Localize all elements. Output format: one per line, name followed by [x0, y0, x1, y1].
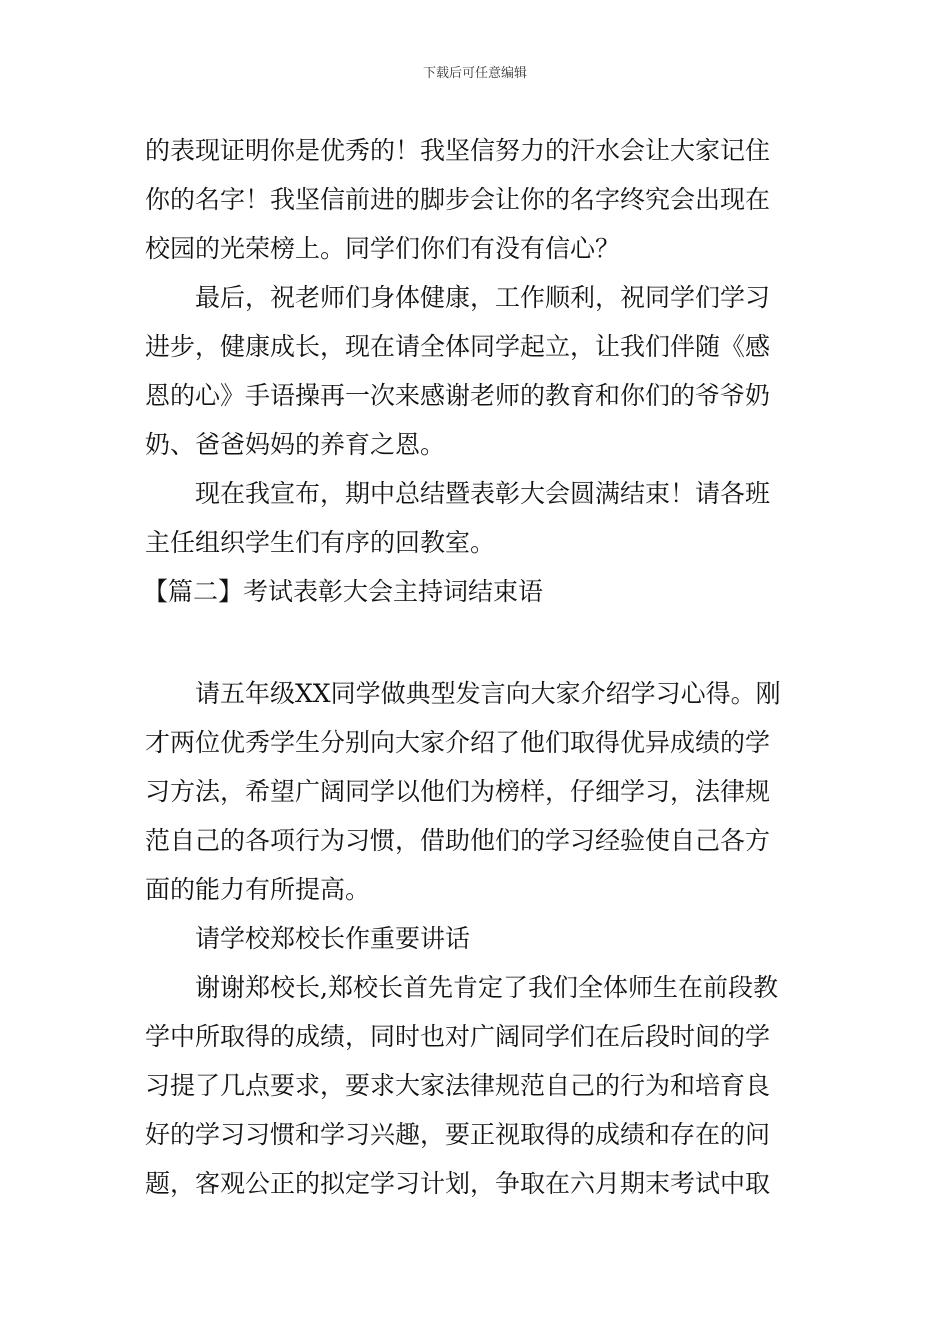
text-line: 面的能力有所提高。: [145, 875, 371, 904]
text-line: 范自己的各项行为习惯，借助他们的学习经验使自己各方: [145, 826, 771, 855]
text-line: 谢谢郑校长,郑校长首先肯定了我们全体师生在前段教: [195, 973, 778, 1002]
text-line: 的表现证明你是优秀的！我坚信努力的汗水会让大家记住: [145, 136, 771, 165]
text-line: 习方法，希望广阔同学以他们为榜样，仔细学习，法律规: [145, 777, 771, 806]
text-line: 学中所取得的成绩，同时也对广阔同学们在后段时间的学: [145, 1022, 771, 1051]
text-line: 题，客观公正的拟定学习计划，争取在六月期末考试中取: [145, 1169, 771, 1198]
text-line: 进步，健康成长，现在请全体同学起立，让我们伴随《感: [145, 332, 771, 361]
section-heading: 【篇二】考试表彰大会主持词结束语: [143, 577, 544, 606]
text-line: 奶、爸爸妈妈的养育之恩。: [145, 430, 446, 459]
text-line: 才两位优秀学生分别向大家介绍了他们取得优异成绩的学: [145, 728, 771, 757]
text-line: 请学校郑校长作重要讲话: [195, 924, 471, 953]
text-line: 恩的心》手语操再一次来感谢老师的教育和你们的爷爷奶: [145, 381, 771, 410]
page-header-note: 下载后可任意编辑: [422, 66, 527, 81]
blank-space: [145, 616, 810, 669]
text-line: 最后，祝老师们身体健康，工作顺利，祝同学们学习: [195, 283, 771, 312]
text-line: 你的名字！我坚信前进的脚步会让你的名字终究会出现在: [145, 185, 771, 214]
text-line: 好的学习习惯和学习兴趣，要正视取得的成绩和存在的问: [145, 1120, 771, 1149]
text-line: 现在我宣布，期中总结暨表彰大会圆满结束！请各班: [195, 479, 771, 508]
text-line: 习提了几点要求，要求大家法律规范自己的行为和培育良: [145, 1071, 771, 1100]
text-line: 校园的光荣榜上。同学们你们有没有信心？: [145, 234, 621, 263]
document-body: [145, 126, 810, 1208]
text-line: 请五年级XX同学做典型发言向大家介绍学习心得。刚: [195, 679, 781, 708]
text-line: 主任组织学生们有序的回教室。: [145, 528, 496, 557]
